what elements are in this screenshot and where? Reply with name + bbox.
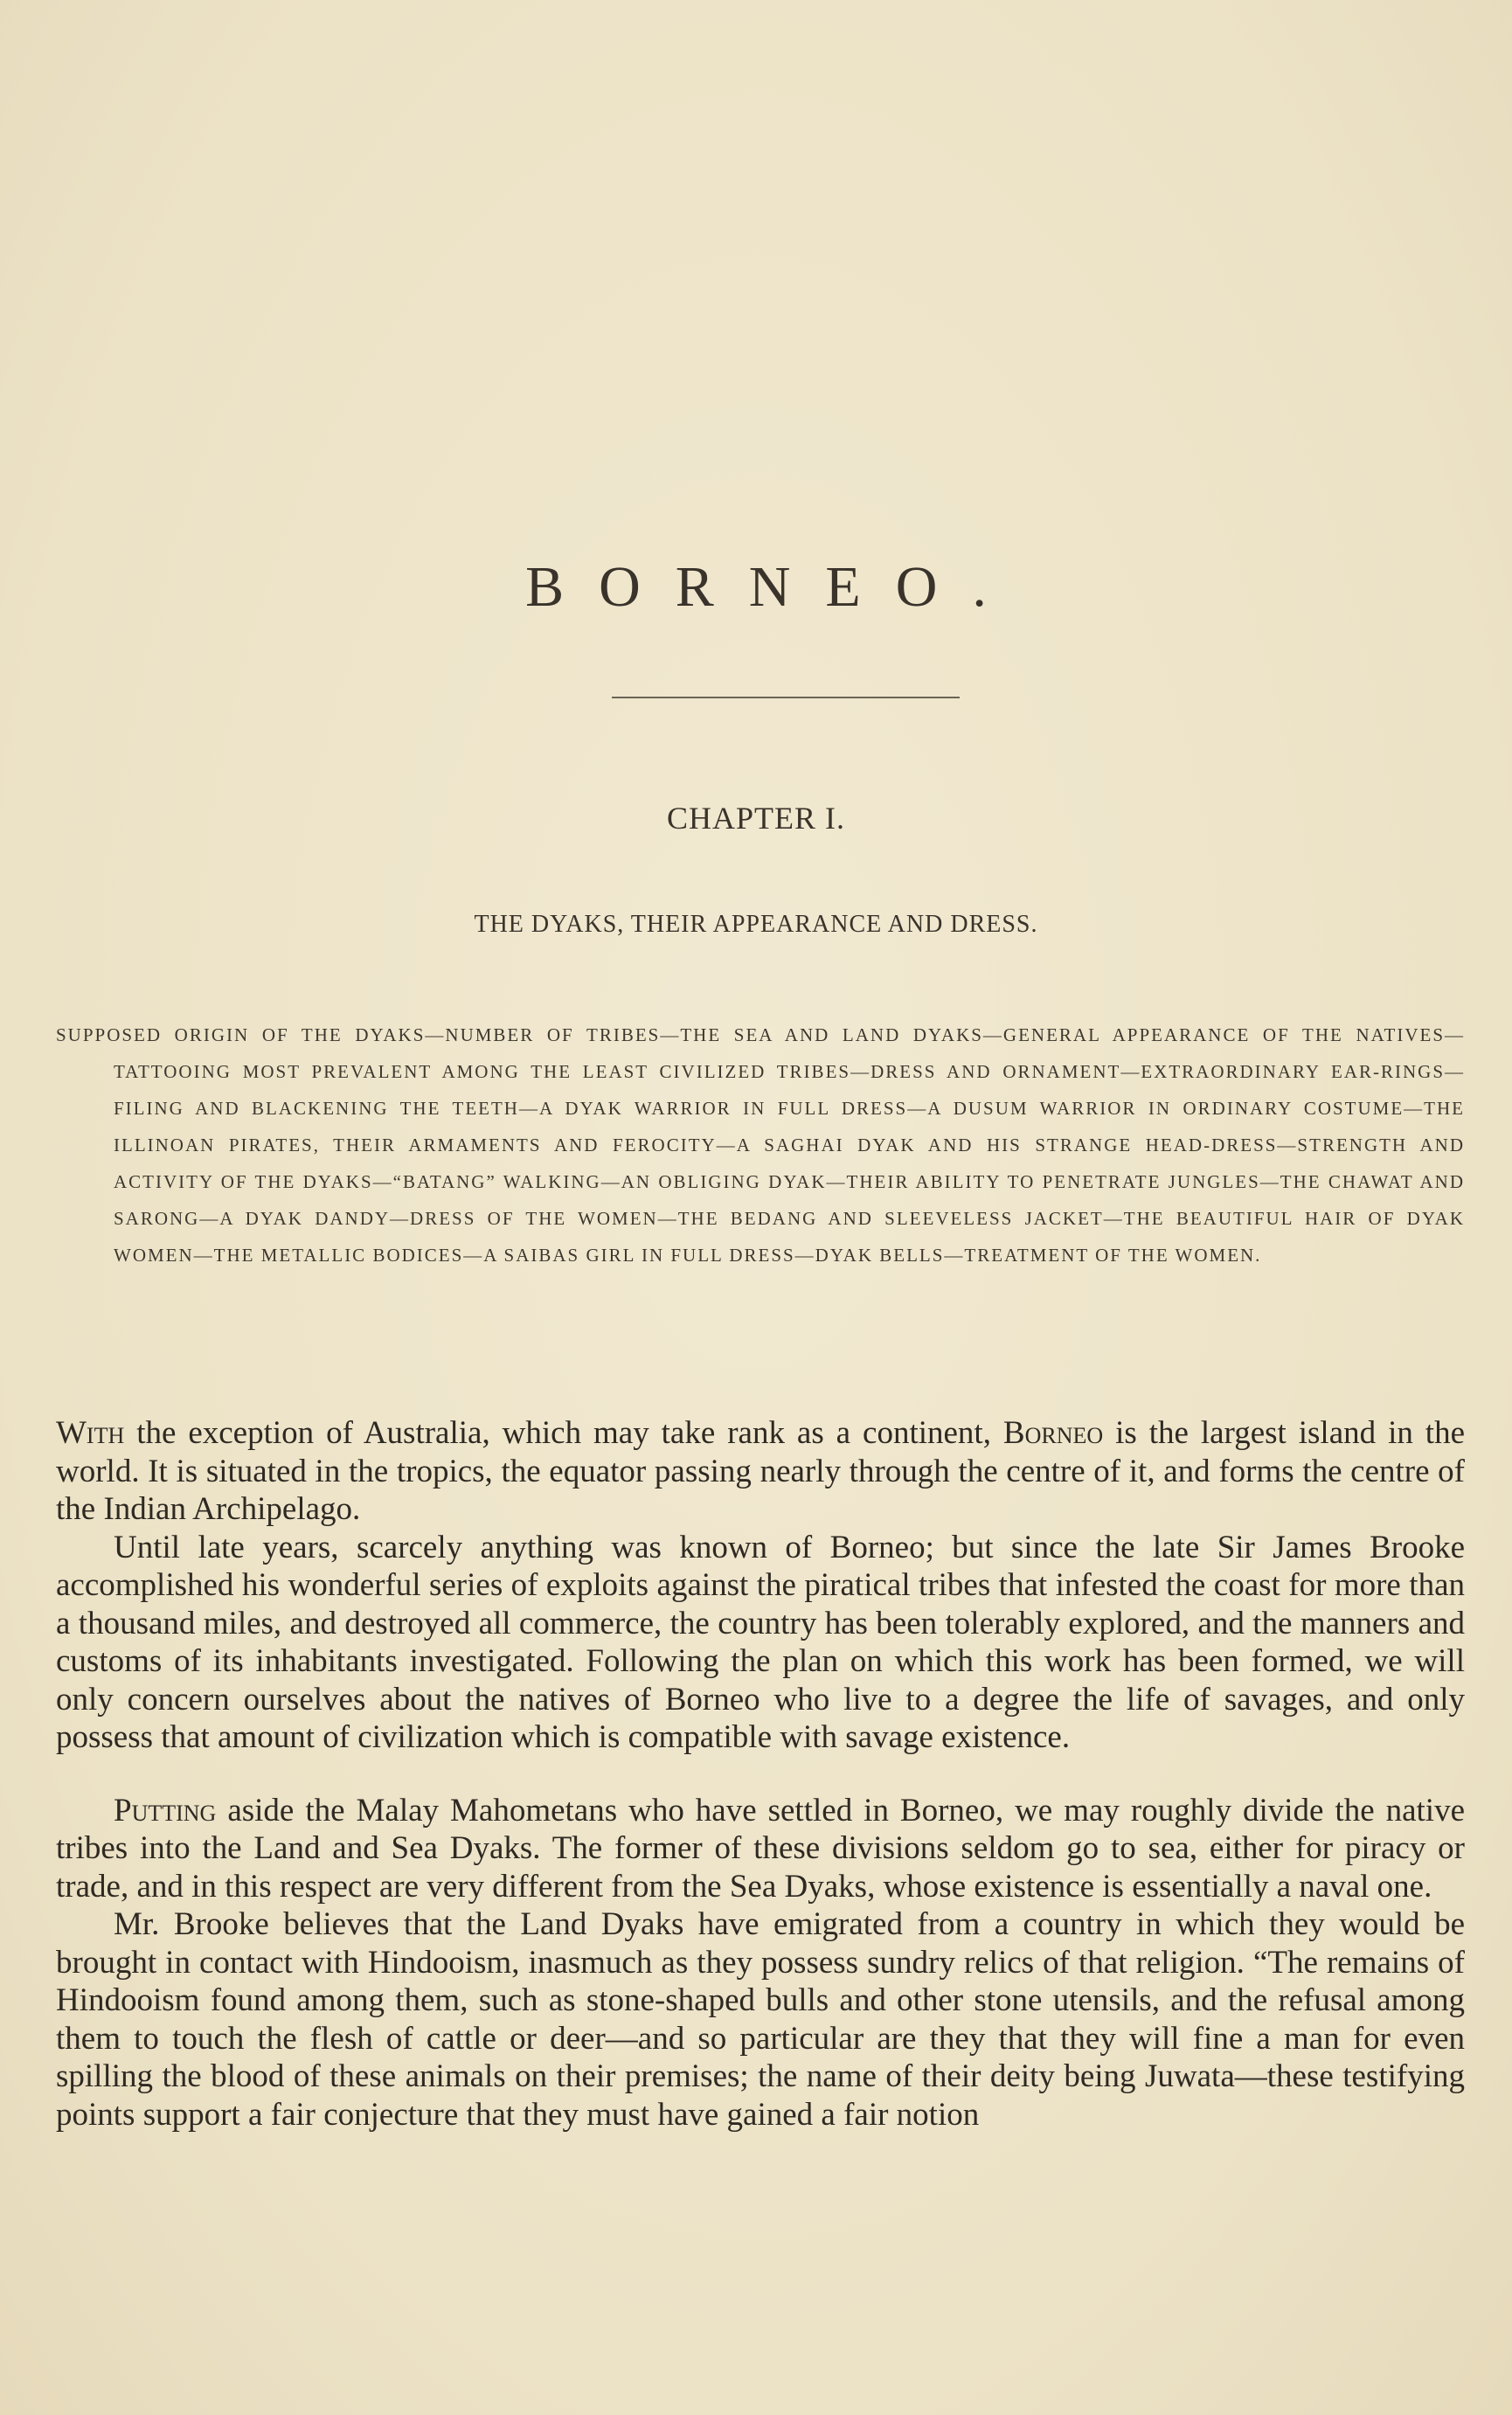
paragraph-lead: With xyxy=(56,1415,125,1451)
paragraph xyxy=(56,1414,1465,1529)
paragraph xyxy=(56,1529,1465,1757)
chapter-subtitle: THE DYAKS, THEIR APPEARANCE AND DRESS. xyxy=(474,911,1038,938)
body-text xyxy=(56,1414,1465,2134)
chapter-synopsis: SUPPOSED ORIGIN OF THE DYAKS—NUMBER OF TRIBES—THE SEA AND LAND DYAKS—GENERAL APPEARANCE OF THE NATIVES—TATTOOING MOST PREVALENT AMONG THE LEAST CIVILIZED TRIBES—DRESS AND ORNAMENT—EXTRAORDINARY EAR-RINGS—FILING AND BLACKENING THE TEETH—A DYAK WARRIOR IN FULL DRESS—A DUSUM WARRIOR IN ORDINARY COSTUME—THE ILLINOAN PIRATES, THEIR ARMAMENTS AND FEROCITY—A SAGHAI DYAK AND HIS STRANGE HEAD-DRESS—STRENGTH AND ACTIVITY OF THE DYAKS—“BATANG” WALKING—AN OBLIGING DYAK—THEIR ABILITY TO PENETRATE JUNGLES—THE CHAWAT AND SARONG—A DYAK DANDY—DRESS OF THE WOMEN—THE BEDANG AND SLEEVELESS JACKET—THE BEAUTIFUL HAIR OF DYAK WOMEN—THE METALLIC BODICES—A SAIBAS GIRL IN FULL DRESS—DYAK BELLS—TREATMENT OF THE WOMEN. xyxy=(56,1024,1465,1266)
paragraph-caps: Borneo xyxy=(1002,1415,1104,1451)
title-rule xyxy=(612,697,960,698)
paragraph-lead: Putting xyxy=(114,1792,217,1829)
paragraph xyxy=(56,1792,1465,1906)
paragraph-text: the exception of Australia, which may take rank as a continent, xyxy=(124,1415,1003,1451)
chapter-heading: CHAPTER I. xyxy=(666,801,845,836)
paragraph-rest: is the largest island in the world. It is situated in the tropics, the equator passing nearly through the centre of it, and forms the centre of the Indian Archipelago. xyxy=(56,1415,1465,1527)
paragraph xyxy=(56,1905,1465,2134)
paragraph-text: Mr. Brooke believes that the Land Dyaks have emigrated from a country in which they would be brought in contact with Hindooism, inasmuch as they possess sundry relics of that religion. “The remains of Hindooism found among them, such as stone-shaped bulls and other stone utensils, and the refusal among them to touch the flesh of cattle or deer—and so particular are they that they will fine a man for even spilling the blood of these animals on their premises; the name of their deity being Juwata—these testifying points support a fair conjecture that they must have gained a fair notion xyxy=(56,1906,1465,2133)
paragraph-text: aside the Malay Mahometans who have settled in Borneo, we may roughly divide the native tribes into the Land and Sea Dyaks. The former of these divisions seldom go to sea, either for piracy or trade, and in this respect are very different from the Sea Dyaks, whose existence is essentially a naval one. xyxy=(56,1792,1465,1905)
page-title: BORNEO. xyxy=(525,555,1022,620)
paragraph-text: Until late years, scarcely anything was known of Borneo; but since the late Sir James Brooke accomplished his wonderful series of exploits against the piratical tribes that infested the coast for more than a thousand miles, and destroyed all commerce, the country has been tolerably explored, and the manners and customs of its inhabitants investigated. Following the plan on which this work has been formed, we will only concern ourselves about the natives of Borneo who live to a degree the life of savages, and only possess that amount of civilization which is compatible with savage existence. xyxy=(56,1529,1465,1755)
